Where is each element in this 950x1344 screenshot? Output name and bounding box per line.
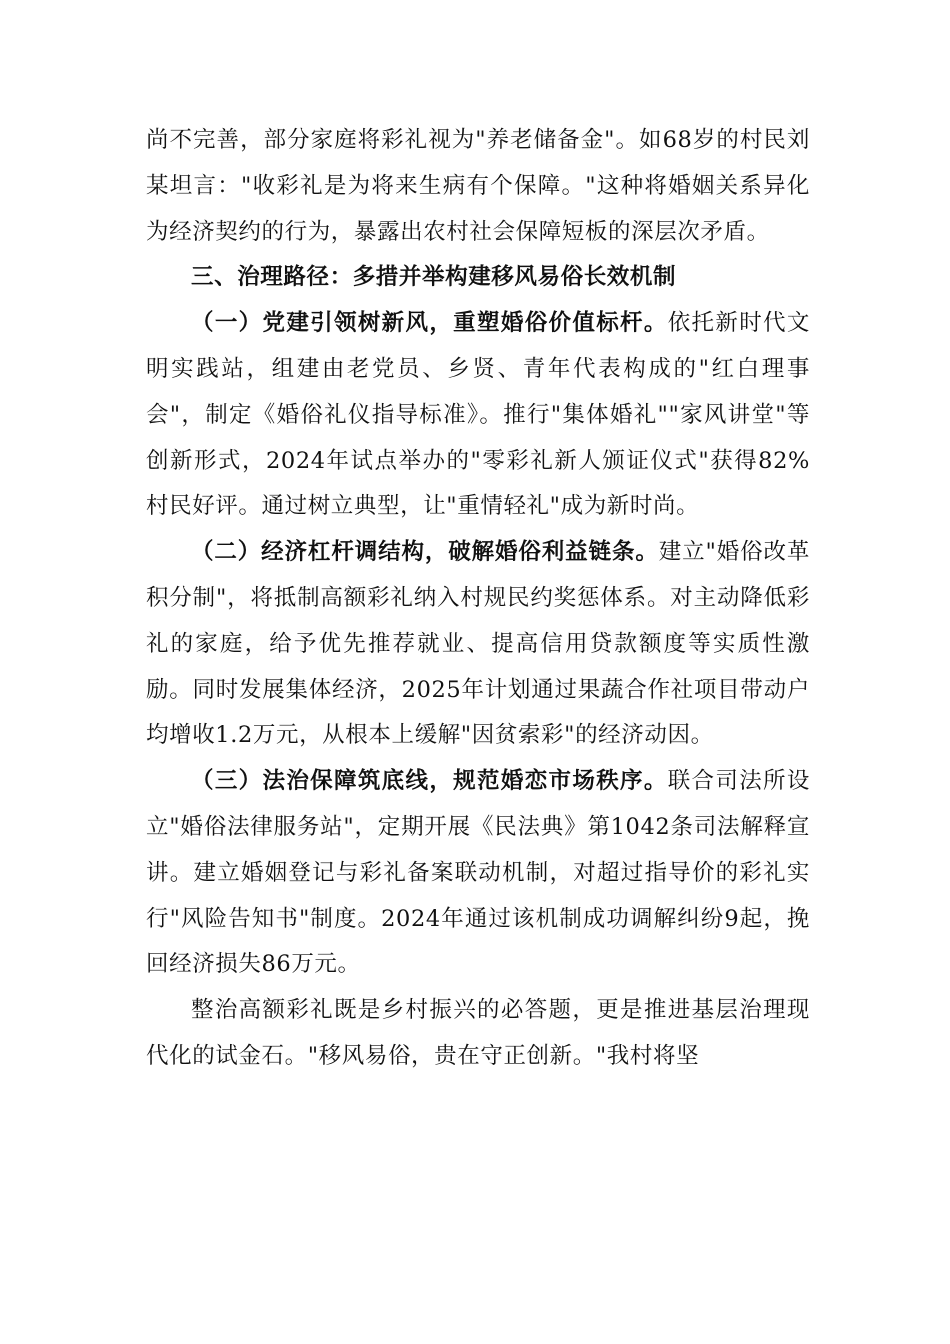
document-page (146, 118, 810, 1080)
paragraph-conclusion: 整治高额彩礼既是乡村振兴的必答题，更是推进基层治理现代化的试金石。"移风易俗，贵在守正创新。"我村将坚 (146, 997, 810, 1069)
subsection-3-body: 联合司法所设立"婚俗法律服务站"，定期开展《民法典》第1042条司法解释宣讲。建立婚姻登记与彩礼备案联动机制，对超过指导价的彩礼实行"风险告知书"制度。2024年通过该机制成功调解纠纷9起，挽回经济损失86万元。 (146, 768, 810, 978)
subsection-2-body: 建立"婚俗改革积分制"，将抵制高额彩礼纳入村规民约奖惩体系。对主动降低彩礼的家庭，给予优先推荐就业、提高信用贷款额度等实质性激励。同时发展集体经济，2025年计划通过果蔬合作社项目带动户均增收1.2万元，从根本上缓解"因贫索彩"的经济动因。 (146, 539, 810, 749)
subsection-3 (146, 759, 810, 988)
subsection-1-lead: （一）党建引领树新风，重塑婚俗价值标杆。 (191, 310, 668, 337)
subsection-3-lead: （三）法治保障筑底线，规范婚恋市场秩序。 (191, 768, 668, 795)
paragraph-continuation: 尚不完善，部分家庭将彩礼视为"养老储备金"。如68岁的村民刘某坦言："收彩礼是为将来生病有个保障。"这种将婚姻关系异化为经济契约的行为，暴露出农村社会保障短板的深层次矛盾。 (146, 127, 810, 245)
subsection-1-body: 依托新时代文明实践站，组建由老党员、乡贤、青年代表构成的"红白理事会"，制定《婚俗礼仪指导标准》。推行"集体婚礼""家风讲堂"等创新形式，2024年试点举办的"零彩礼新人颁证仪式"获得82%村民好评。通过树立典型，让"重情轻礼"成为新时尚。 (146, 310, 810, 520)
subsection-2 (146, 530, 810, 759)
subsection-2-lead: （二）经济杠杆调结构，破解婚俗利益链条。 (191, 539, 659, 566)
section-heading-3: 三、治理路径：多措并举构建移风易俗长效机制 (191, 264, 677, 291)
subsection-1 (146, 301, 810, 530)
